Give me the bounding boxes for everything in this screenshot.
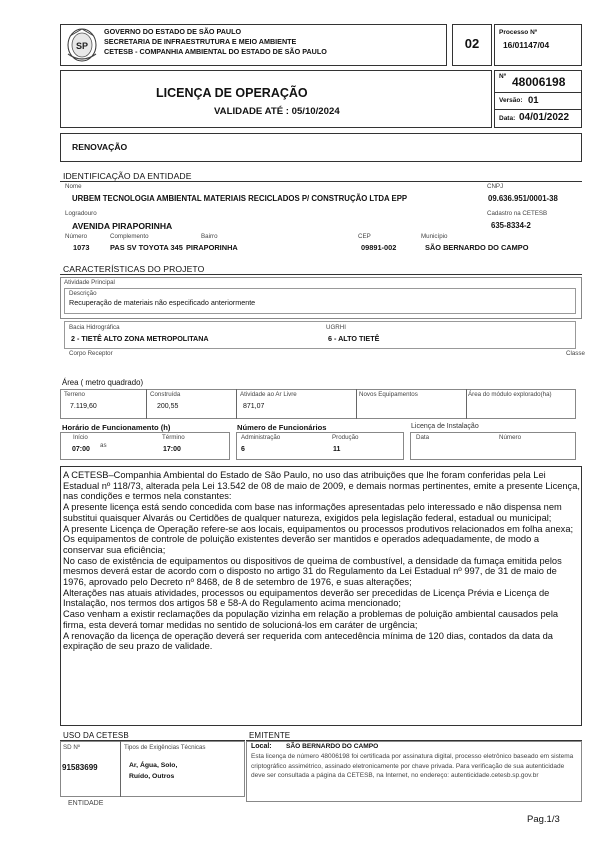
- producao-value: 11: [333, 446, 341, 453]
- condition-paragraph: Alterações nas atuais atividades, processos ou equipamentos deverão ser precedidas de Licença Prévia e Licença de Instalação, nos termos dos artigos 58 e 58-A do Regulamento acima mencionado;: [63, 587, 550, 609]
- terreno-value: 7.119,60: [70, 403, 97, 410]
- nome-value: URBEM TECNOLOGIA AMBIENTAL MATERIAIS RECICLADOS P/ CONSTRUÇÃO LTDA EPP: [72, 194, 408, 203]
- project-section-title: CARACTERÍSTICAS DO PROJETO: [63, 264, 205, 274]
- descricao-label: Descrição: [69, 290, 97, 297]
- funcionarios-title: Número de Funcionários: [237, 423, 327, 432]
- descricao-value: Recuperação de materiais não especificado anteriormente: [69, 298, 256, 307]
- conditions-text: [63, 470, 581, 652]
- tipos-value-2: Ruído, Outros: [129, 773, 175, 780]
- bairro-label: Bairro: [201, 233, 218, 240]
- area-divider-3: [356, 389, 357, 419]
- classe-label: Classe: [566, 350, 585, 357]
- administracao-value: 6: [241, 446, 245, 453]
- versao-label: Versão:: [499, 97, 523, 104]
- page-number: Pag.1/3: [527, 814, 560, 825]
- local-label: Local:: [251, 743, 272, 750]
- entity-section-title: IDENTIFICAÇÃO DA ENTIDADE: [63, 171, 192, 181]
- termino-label: Término: [162, 434, 185, 441]
- numero-value: 1073: [73, 243, 90, 252]
- inicio-value: 07:00: [72, 446, 90, 453]
- license-number-divider-1: [494, 92, 582, 93]
- digital-signature-text: Esta licença de número 48006198 foi certificada por assinatura digital, processo eletrônico baseado em sistema criptográfico assimétrico, assinado eletronicamente por chave privada. Para verificação de sua autenticidade deve ser consultada a página da CETESB, na Internet, no endereço: autenticidade.cetesb.sp.gov.br: [251, 753, 574, 780]
- cep-value: 09891-002: [361, 243, 397, 252]
- condition-paragraph: A CETESB–Companhia Ambiental do Estado de São Paulo, no uso das atribuições que lhe foram conferidas pela Lei Estadual nº 118/73, alterada pela Lei 13.542 de 08 de maio de 2009, e demais normas pertinentes, emite a presente Licença, nas condições e termos nela constantes:: [63, 470, 580, 502]
- licenca-instalacao-title: Licença de Instalação: [411, 423, 479, 430]
- cadastro-label: Cadastro na CETESB: [487, 210, 548, 217]
- area-divider-4: [466, 389, 467, 419]
- horario-title: Horário de Funcionamento (h): [62, 423, 171, 432]
- ugrhi-label: UGRHI: [326, 324, 346, 331]
- area-divider-2: [236, 389, 237, 419]
- license-number-divider-2: [494, 109, 582, 110]
- cadastro-value: 635-8334-2: [491, 221, 531, 230]
- emitente-title: EMITENTE: [249, 731, 291, 740]
- sd-label: SD Nº: [63, 744, 81, 751]
- cnpj-value: 09.636.951/0001-38: [488, 194, 558, 203]
- logradouro-label: Logradouro: [65, 210, 97, 217]
- municipio-label: Município: [421, 233, 448, 240]
- license-title: LICENÇA DE OPERAÇÃO: [156, 86, 308, 100]
- termino-value: 17:00: [163, 446, 181, 453]
- government-name: GOVERNO DO ESTADO DE SÃO PAULO SECRETARIA DE INFRAESTRUTURA E MEIO AMBIENTE CETESB - COMPANHIA AMBIENTAL DO ESTADO DE SÃO PAULO: [104, 27, 327, 57]
- bacia-label: Bacia Hidrográfica: [69, 324, 120, 331]
- area-title: Área ( metro quadrado): [62, 378, 144, 387]
- complemento-value: PAS SV TOYOTA 345: [110, 243, 183, 252]
- nome-label: Nome: [65, 183, 82, 190]
- state-seal-icon: [64, 26, 100, 64]
- bacia-value: 2 - TIETÊ ALTO ZONA METROPOLITANA: [71, 334, 209, 343]
- license-number-label: Nº: [499, 73, 507, 80]
- numero-label: Número: [65, 233, 88, 240]
- processo-value: 16/01147/04: [503, 40, 550, 50]
- tipos-label: Tipos de Exigências Técnicas: [124, 744, 206, 751]
- terreno-label: Terreno: [64, 391, 85, 398]
- license-type: RENOVAÇÃO: [72, 142, 128, 152]
- license-number-value: 48006198: [512, 75, 566, 89]
- condition-paragraph: A renovação da licença de operação deverá ser requerida com antecedência mínima de 120 dias, contados da data da expiração de seu prazo de validade.: [63, 630, 553, 652]
- sd-value: 91583699: [62, 763, 98, 772]
- uso-cetesb-divider: [120, 741, 121, 797]
- condition-paragraph: Os equipamentos de controle de poluição existentes deverão ser mantidos e operados adequadamente, de modo a conservar sua eficiência;: [63, 534, 540, 555]
- uso-cetesb-title: USO DA CETESB: [63, 731, 129, 740]
- license-type-box: [60, 133, 582, 162]
- data-label: Data:: [499, 115, 516, 122]
- area-modulo-label: Área do módulo explorado(ha): [468, 391, 552, 398]
- license-validity: VALIDADE ATÉ : 05/10/2024: [214, 106, 340, 117]
- atividade-label: Atividade Principal: [64, 279, 115, 286]
- atividade-ar-livre-value: 871,07: [243, 403, 265, 410]
- condition-paragraph: Caso venham a existir reclamações da população vizinha em relação a problemas de poluição ambiental causados pela firma, esta deverá tomar medidas no sentido de solucioná-los em caráter de urgência;: [63, 609, 559, 630]
- construida-label: Construída: [150, 391, 181, 398]
- inicio-label: Início: [73, 434, 88, 441]
- ugrhi-value: 6 - ALTO TIETÊ: [328, 334, 380, 343]
- condition-paragraph: A presente Licença de Operação refere-se aos locais, equipamentos ou processos produtivos relacionados em folha anexa;: [63, 523, 574, 534]
- licenca-instalacao-box: [410, 432, 576, 460]
- data-value: 04/01/2022: [519, 112, 570, 123]
- cnpj-label: CNPJ: [487, 183, 504, 190]
- municipio-value: SÃO BERNARDO DO CAMPO: [425, 243, 529, 252]
- complemento-label: Complemento: [110, 233, 149, 240]
- atividade-ar-livre-label: Atividade ao Ar Livre: [240, 391, 297, 398]
- box-number-value: 02: [464, 36, 480, 51]
- project-section-rule: [60, 274, 582, 275]
- administracao-label: Administração: [241, 434, 281, 441]
- li-numero-label: Número: [499, 434, 522, 441]
- entity-section-rule: [60, 181, 582, 182]
- local-value: SÃO BERNARDO DO CAMPO: [286, 743, 379, 750]
- corpo-receptor-label: Corpo Receptor: [69, 350, 113, 357]
- li-data-label: Data: [416, 434, 430, 441]
- logradouro-value: AVENIDA PIRAPORINHA: [72, 221, 173, 231]
- area-divider-1: [146, 389, 147, 419]
- condition-paragraph: A presente licença está sendo concedida com base nas informações apresentadas pelo interessado e não dispensa nem substitui quaisquer Alvarás ou Certidões de qualquer natureza, exigidos pela legislação federal, estadual ou municipal;: [63, 502, 562, 523]
- versao-value: 01: [528, 95, 539, 106]
- entidade-label: ENTIDADE: [68, 800, 104, 807]
- tipos-value-1: Ar, Água, Solo,: [129, 762, 178, 769]
- as-label: as: [100, 442, 107, 449]
- construida-value: 200,55: [157, 403, 179, 410]
- novos-equipamentos-label: Novos Equipamentos: [359, 391, 418, 398]
- processo-label: Processo Nº: [499, 29, 538, 36]
- condition-paragraph: No caso de existência de equipamentos ou dispositivos de queima de combustível, a densidade da fumaça emitida pelos mesmos deverá estar de acordo com o disposto no artigo 31 do Regulamento da Lei Estadual nº 997, de 31 de maio de 1976, aprovado pelo Decreto nº 8468, de 8 de setembro de 1976, e suas alterações;: [63, 555, 562, 588]
- svg-text:SP: SP: [75, 41, 89, 51]
- producao-label: Produção: [332, 434, 359, 441]
- cep-label: CEP: [358, 233, 371, 240]
- bairro-value: PIRAPORINHA: [186, 243, 238, 252]
